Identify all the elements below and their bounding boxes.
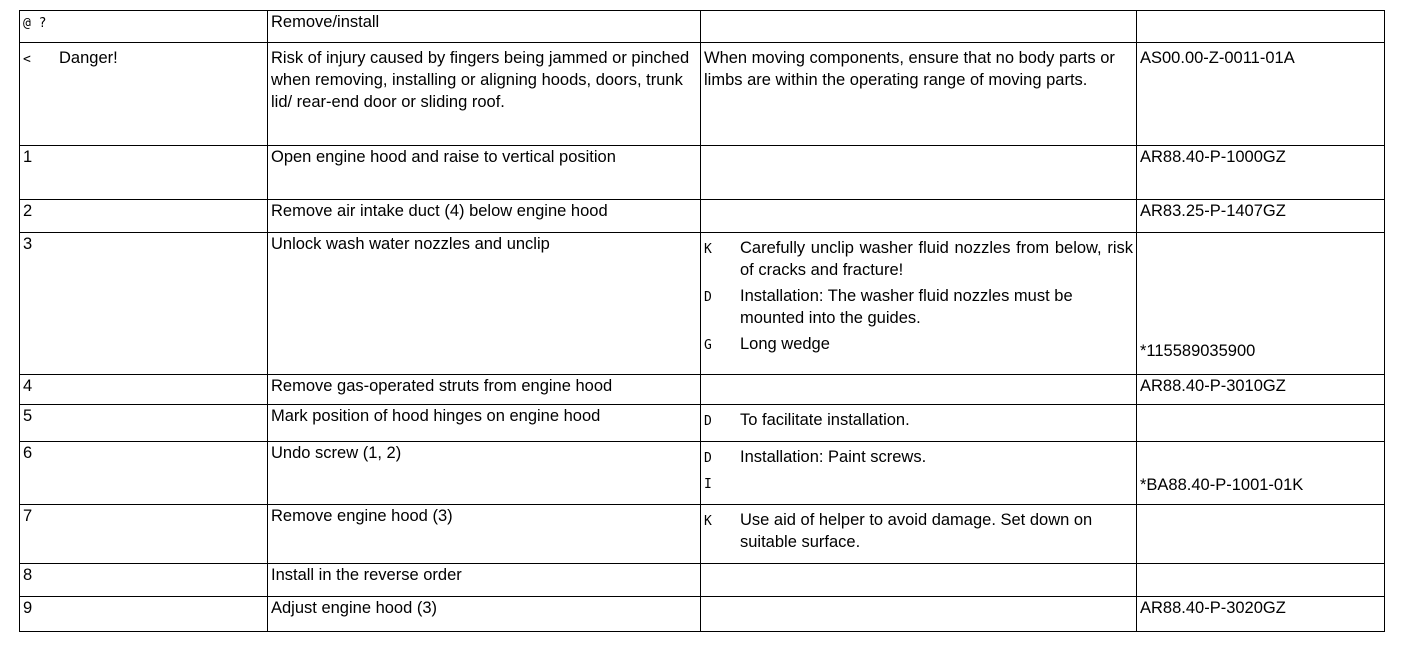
table-row	[20, 233, 1385, 375]
step-text: Open engine hood and raise to vertical position	[268, 146, 701, 200]
danger-measure-text: When moving components, ensure that no body parts or limbs are within the operating range of moving parts.	[704, 49, 1115, 89]
step-number: 4	[20, 375, 268, 405]
danger-ref-cell	[1137, 43, 1385, 146]
table-row	[20, 146, 1385, 200]
table-row	[20, 200, 1385, 233]
step-notes-cell	[701, 597, 1137, 632]
table-row	[20, 597, 1385, 632]
step-ref: *BA88.40-P-1001-01K	[1140, 476, 1304, 494]
header-row	[20, 11, 1385, 43]
note-symbol: K	[704, 514, 712, 529]
step-ref: AR88.40-P-1000GZ	[1137, 146, 1385, 200]
step-text: Undo screw (1, 2)	[268, 442, 701, 505]
step-notes-cell	[701, 200, 1137, 233]
step-text: Remove gas-operated struts from engine hood	[268, 375, 701, 405]
step-notes-cell	[701, 505, 1137, 564]
step-ref-cell	[1137, 405, 1385, 442]
note-symbol: D	[704, 451, 712, 466]
header-title: Remove/install	[268, 11, 701, 43]
danger-label-cell	[20, 43, 268, 146]
header-empty-cell	[701, 11, 1137, 43]
step-ref: *115589035900	[1140, 342, 1256, 360]
step-number: 2	[20, 200, 268, 233]
step-text: Remove engine hood (3)	[268, 505, 701, 564]
note-text: Use aid of helper to avoid damage. Set down on suitable surface.	[740, 511, 1093, 551]
note-text: Installation: Paint screws.	[740, 448, 927, 466]
table-row	[20, 564, 1385, 597]
note-symbol: K	[704, 242, 712, 257]
table-row	[20, 442, 1385, 505]
note-symbol: D	[704, 414, 712, 429]
note-text: Carefully unclip washer fluid nozzles from below, risk of cracks and fracture!	[740, 239, 1133, 279]
step-number: 3	[20, 233, 268, 375]
danger-risk-text: Risk of injury caused by fingers being jammed or pinched when removing, installing or aligning hoods, doors, trunk lid/ rear-end door or sliding roof.	[271, 49, 690, 111]
step-notes-cell	[701, 233, 1137, 375]
header-symbols: @ ?	[23, 16, 47, 31]
step-ref-cell	[1137, 233, 1385, 375]
step-notes-cell	[701, 564, 1137, 597]
step-ref-cell	[1137, 564, 1385, 597]
table-row	[20, 505, 1385, 564]
step-number: 1	[20, 146, 268, 200]
step-ref: AR88.40-P-3010GZ	[1137, 375, 1385, 405]
step-text: Remove air intake duct (4) below engine hood	[268, 200, 701, 233]
table-row	[20, 405, 1385, 442]
step-ref-cell	[1137, 442, 1385, 505]
step-ref: AR83.25-P-1407GZ	[1137, 200, 1385, 233]
step-text: Install in the reverse order	[268, 564, 701, 597]
step-number: 8	[20, 564, 268, 597]
danger-risk-cell	[268, 43, 701, 146]
header-symbols-cell	[20, 11, 268, 43]
step-text: Adjust engine hood (3)	[268, 597, 701, 632]
note-text: To facilitate installation.	[740, 411, 910, 429]
note-text: Installation: The washer fluid nozzles must be mounted into the guides.	[740, 287, 1073, 327]
note-symbol: G	[704, 338, 712, 353]
step-text: Unlock wash water nozzles and unclip	[268, 233, 701, 375]
danger-row	[20, 43, 1385, 146]
table-row	[20, 375, 1385, 405]
danger-label: Danger!	[59, 49, 118, 67]
procedure-table	[19, 10, 1385, 632]
step-ref-cell	[1137, 505, 1385, 564]
danger-measure-cell	[701, 43, 1137, 146]
danger-ref: AS00.00-Z-0011-01A	[1140, 49, 1295, 67]
step-notes-cell	[701, 442, 1137, 505]
step-notes-cell	[701, 375, 1137, 405]
step-notes-cell	[701, 405, 1137, 442]
step-ref: AR88.40-P-3020GZ	[1137, 597, 1385, 632]
danger-symbol: <	[23, 52, 31, 67]
note-text: Long wedge	[740, 335, 830, 353]
header-empty-cell	[1137, 11, 1385, 43]
step-number: 6	[20, 442, 268, 505]
step-number: 5	[20, 405, 268, 442]
step-number: 7	[20, 505, 268, 564]
step-text: Mark position of hood hinges on engine hood	[268, 405, 701, 442]
step-notes-cell	[701, 146, 1137, 200]
note-symbol: D	[704, 290, 712, 305]
note-symbol: I	[704, 477, 712, 492]
step-number: 9	[20, 597, 268, 632]
